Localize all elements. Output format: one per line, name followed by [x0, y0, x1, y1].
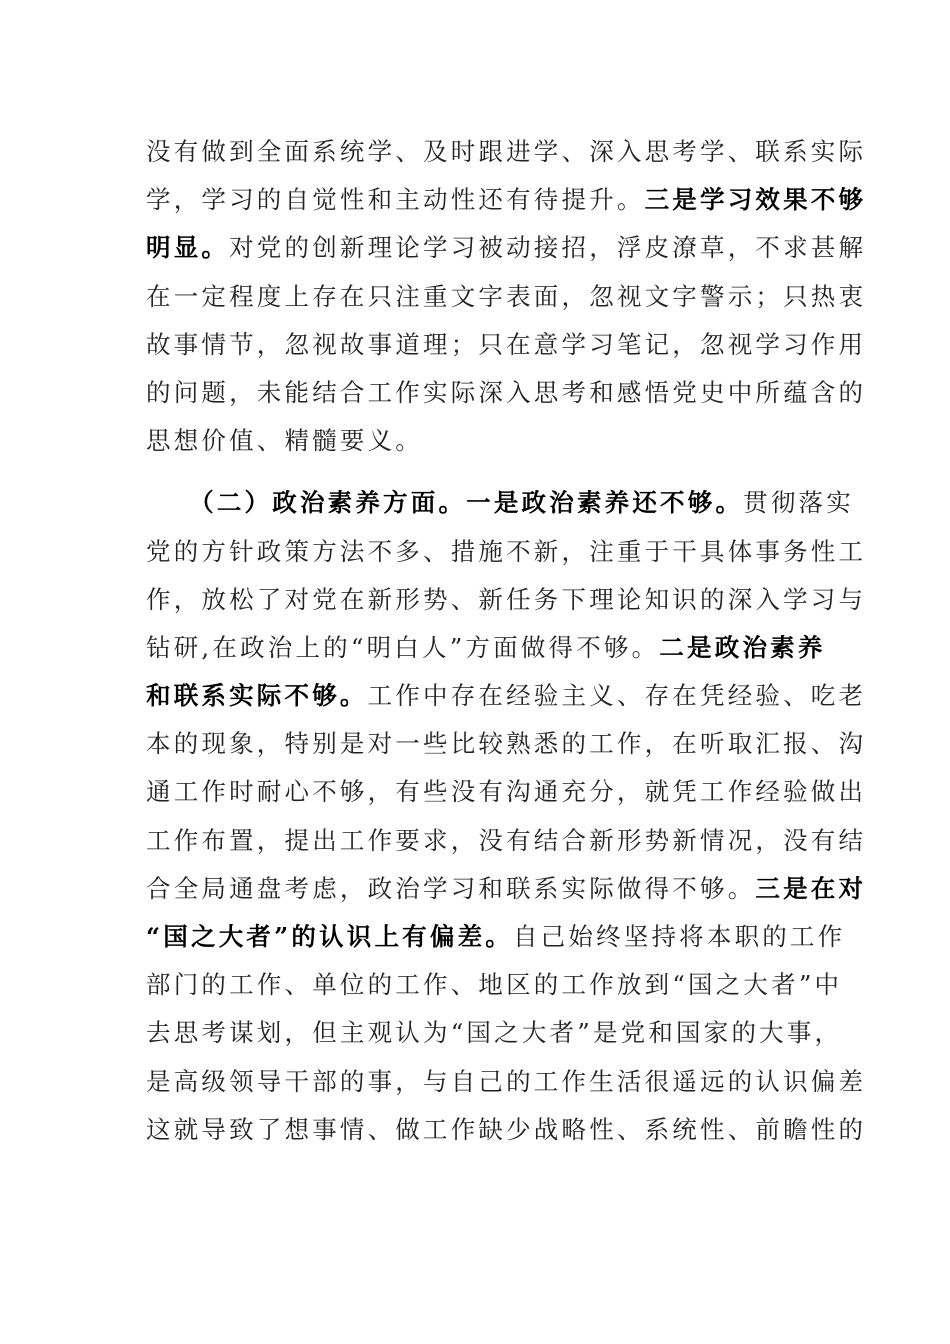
text-line: [146, 576, 867, 624]
text-line: [146, 176, 867, 224]
text-segment: 去思考谋划，但主观认为“国之大者”是党和国家的大事，: [146, 1018, 843, 1048]
text-segment: 部门的工作、单位的工作、地区的工作放到“国之大者”中: [146, 970, 843, 1000]
text-line: [146, 624, 826, 672]
text-line: [146, 479, 854, 527]
text-line: [146, 369, 867, 417]
text-segment: 对党的创新理论学习被动接招，浮皮潦草，不求甚解: [229, 233, 867, 263]
text-segment: 没有做到全面系统学、及时跟进学、深入思考学、联系实际: [146, 137, 867, 166]
bold-text-segment: 明显。: [146, 233, 230, 263]
text-segment: 通工作时耐心不够，有些没有沟通充分，就凭工作经验做出: [146, 777, 867, 807]
bold-text-segment: 三是学习效果不够: [644, 185, 867, 215]
text-line: [146, 321, 867, 369]
text-line: [146, 720, 867, 768]
text-line: [146, 961, 843, 1009]
text-segment: 合全局通盘考虑，政治学习和联系实际做得不够。: [146, 873, 756, 903]
document-body: [146, 128, 867, 1154]
text-line: [146, 528, 867, 576]
text-segment: 贯彻落实: [743, 488, 854, 518]
text-line: [146, 1106, 867, 1154]
text-segment: 自己始终坚持将本职的工作: [512, 922, 846, 951]
text-line: [146, 273, 867, 321]
text-segment: 作，放松了对党在新形势、新任务下理论知识的深入学习与: [146, 584, 867, 614]
text-line: [146, 417, 806, 465]
text-segment: 学，学习的自觉性和主动性还有待提升。: [146, 185, 645, 215]
text-line: [146, 865, 867, 913]
bold-text-segment: 三是在对: [755, 873, 867, 903]
bold-text-segment: 二是政治素养: [659, 632, 826, 662]
bold-text-segment: （二）政治素养方面。一是政治素养还不够。: [146, 488, 744, 518]
text-segment: 钻研,在政治上的“明白人”方面做得不够。: [146, 632, 660, 662]
text-line: [146, 672, 867, 720]
text-segment: 是高级领导干部的事，与自己的工作生活很遥远的认识偏差: [146, 1066, 867, 1096]
text-line: [146, 817, 867, 865]
text-line: [146, 1009, 843, 1057]
text-line: [146, 1058, 867, 1106]
text-segment: 工作布置，提出工作要求，没有结合新形势新情况，没有结: [146, 825, 867, 855]
text-segment: 思想价值、精髓要义。: [146, 426, 423, 456]
bold-text-segment: “国之大者”的认识上有偏差。: [146, 922, 513, 951]
text-segment: 本的现象，特别是对一些比较熟悉的工作，在听取汇报、沟: [146, 729, 867, 759]
text-line: [146, 128, 867, 176]
text-line: [146, 224, 867, 272]
paragraph-gap: [146, 465, 806, 479]
text-segment: 在一定程度上存在只注重文字表面，忽视文字警示；只热衷: [146, 281, 867, 311]
text-segment: 故事情节，忽视故事道理；只在意学习笔记，忽视学习作用: [146, 329, 867, 359]
text-segment: 的问题，未能结合工作实际深入思考和感悟党史中所蕴含的: [146, 377, 867, 407]
text-segment: 工作中存在经验主义、存在凭经验、吃老: [367, 681, 867, 711]
text-line: [146, 768, 867, 816]
text-line: [146, 913, 846, 961]
bold-text-segment: 和联系实际不够。: [146, 681, 368, 711]
text-segment: 这就导致了想事情、做工作缺少战略性、系统性、前瞻性的: [146, 1114, 867, 1144]
text-segment: 党的方针政策方法不多、措施不新，注重于干具体事务性工: [146, 536, 867, 566]
